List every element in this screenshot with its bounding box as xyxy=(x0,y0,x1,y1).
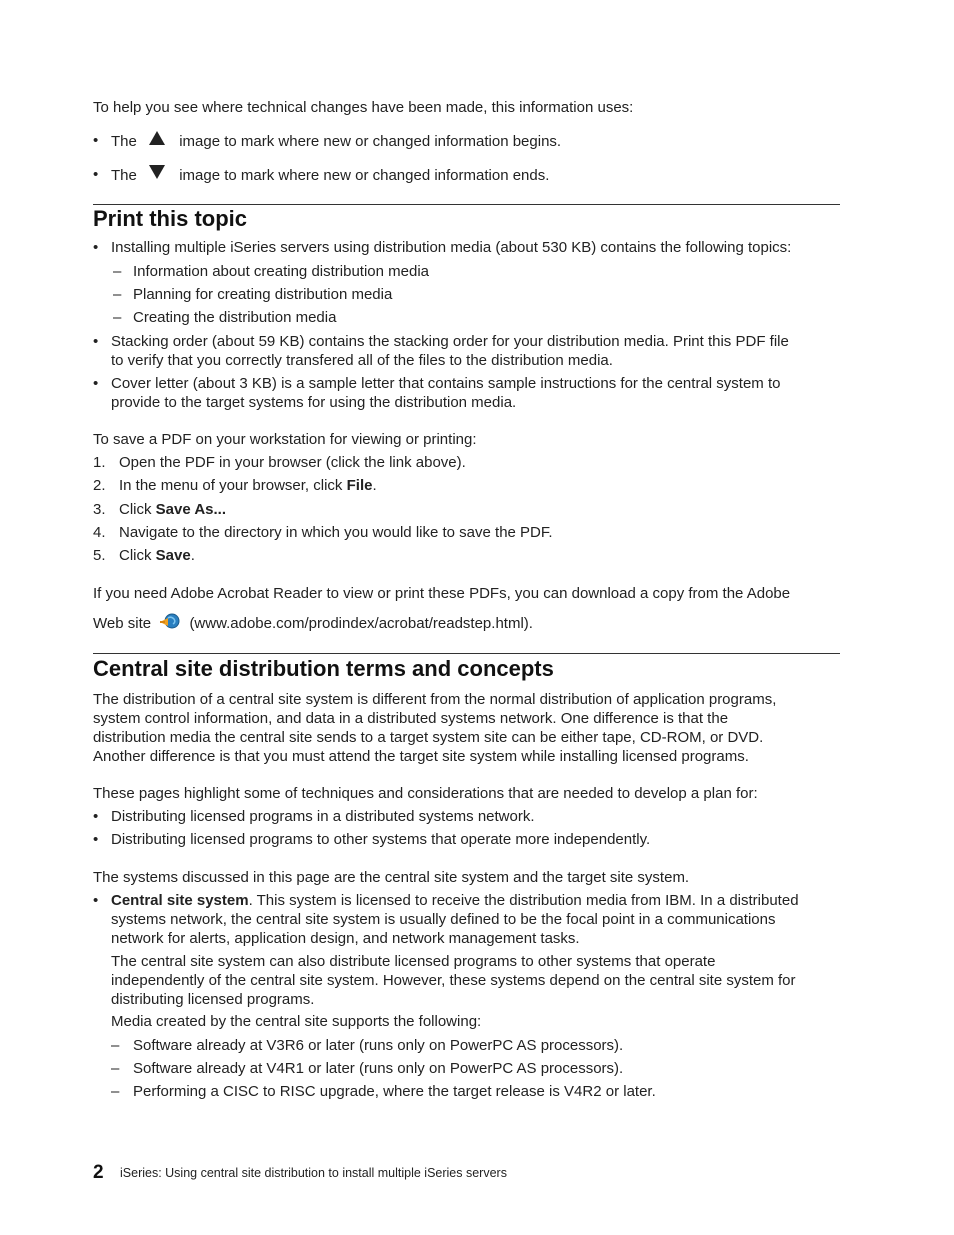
triangle-up-icon xyxy=(149,131,165,145)
sub-list-item-text: Creating the distribution media xyxy=(133,309,337,326)
save-intro: To save a PDF on your workstation for viewing or printing: xyxy=(93,431,477,448)
list-item-prefix: The xyxy=(111,167,137,184)
bullet: • xyxy=(93,132,99,149)
footer-title: iSeries: Using central site distribution to install multiple iSeries servers xyxy=(120,1166,507,1180)
triangle-down-icon xyxy=(149,165,165,179)
adobe-paragraph-line1: If you need Adobe Acrobat Reader to view or print these PDFs, you can download a copy from the Adobe xyxy=(93,585,791,602)
list-item-text[interactable]: Stacking order (about 59 KB) contains the stacking order for your distribution media. Print this PDF file xyxy=(111,333,789,350)
intro-text: To help you see where technical changes have been made, this information uses: xyxy=(93,99,634,116)
list-item-prefix: The xyxy=(111,133,137,150)
section-divider xyxy=(93,204,840,205)
bullet: • xyxy=(93,166,99,183)
list-item-text: provide to the target systems for using the distribution media. xyxy=(111,394,517,411)
list-item-text[interactable]: Distributing licensed programs in a distributed systems network. xyxy=(111,808,535,825)
external-link-icon[interactable] xyxy=(159,613,181,631)
adobe-link[interactable]: (www.adobe.com/prodindex/acrobat/readstep.html). xyxy=(189,615,533,632)
section-divider xyxy=(93,653,840,654)
section-heading-print-topic: Print this topic xyxy=(93,206,247,231)
adobe-paragraph-line2: Web site (www.adobe.com/prodindex/acrobat/readstep.html). xyxy=(93,615,533,632)
central-para1: The distribution of a central site system is different from the normal distribution of application programs, system control information, and data in a distributed systems network. One difference is that the distribution media the central site sends to a target system site can be either tape, CD-ROM, or DVD. Another difference is that you must attend the target site system while installing licensed programs. xyxy=(93,691,777,765)
central-para3: The systems discussed in this page are the central site system and the target site system. xyxy=(93,869,690,886)
sub-list-item-text: Planning for creating distribution media xyxy=(133,286,393,303)
list-item-text[interactable]: Installing multiple iSeries servers using distribution media (about 530 KB) contains the following topics: xyxy=(111,239,792,256)
sub-list-item-text: Information about creating distribution media xyxy=(133,263,430,280)
page-number: 2 xyxy=(93,1162,104,1183)
list-item-text: to verify that you correctly transfered all of the files to the distribution media. xyxy=(111,352,613,369)
central-para2: These pages highlight some of techniques and considerations that are needed to develop a plan for: xyxy=(93,785,758,802)
central-site-system-term: Central site system xyxy=(111,892,249,909)
list-item-text: image to mark where new or changed information ends. xyxy=(179,167,550,184)
list-item-text[interactable]: Cover letter (about 3 KB) is a sample letter that contains sample instructions for the central system to xyxy=(111,375,781,392)
section-heading-central-site: Central site distribution terms and concepts xyxy=(93,656,554,681)
list-item-text: image to mark where new or changed information begins. xyxy=(179,133,562,150)
list-item-text[interactable]: Distributing licensed programs to other systems that operate more independently. xyxy=(111,831,651,848)
